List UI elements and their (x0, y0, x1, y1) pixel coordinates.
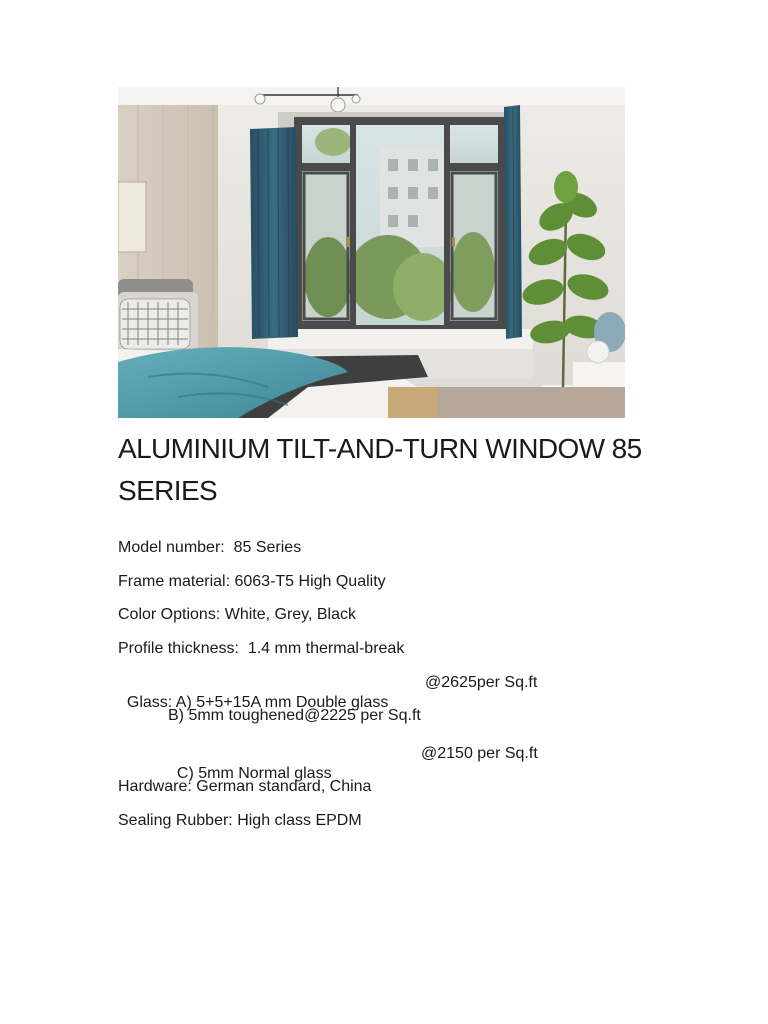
page-title: ALUMINIUM TILT-AND-TURN WINDOW 85 SERIES (118, 433, 642, 506)
spec-model: Model number: 85 Series (118, 539, 302, 556)
spec-glass-c (168, 744, 678, 782)
window-frame (294, 117, 506, 329)
glass-c-price: @2150 per Sq.ft (421, 745, 538, 762)
spec-frame-material: Frame material: 6063-T5 High Quality (118, 573, 386, 590)
spec-color-options: Color Options: White, Grey, Black (118, 606, 356, 623)
glass-c-label: C) 5mm Normal glass (176, 765, 332, 782)
product-photo (118, 87, 625, 418)
bedroom-window-illustration (118, 87, 625, 418)
spec-profile-thickness: Profile thickness: 1.4 mm thermal-break (118, 640, 405, 657)
spec-glass-b: B) 5mm toughened@2225 per Sq.ft (168, 707, 421, 724)
spec-sealing-rubber: Sealing Rubber: High class EPDM (118, 812, 362, 829)
glass-a-label: Glass: A) 5+5+15A mm Double glass (126, 694, 389, 711)
glass-a-price: @2625per Sq.ft (425, 674, 538, 691)
spec-glass-a (118, 673, 678, 711)
spec-hardware: Hardware: German standard, China (118, 778, 372, 795)
